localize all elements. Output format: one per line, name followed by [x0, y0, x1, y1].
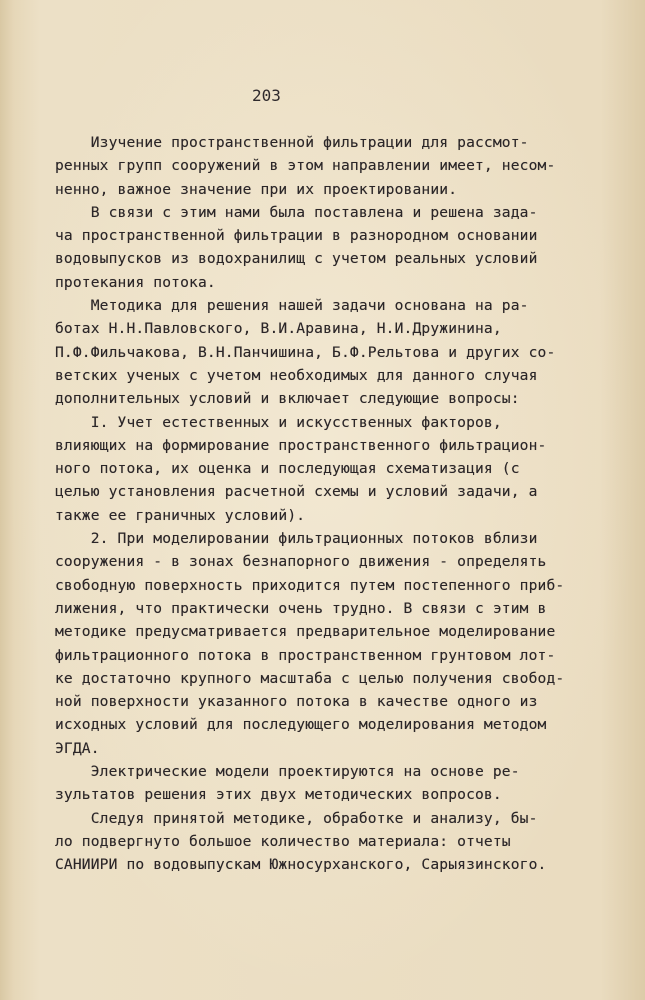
text-line: целью установления расчетной схемы и условий задачи, а — [55, 483, 538, 501]
text-line: САНИИРИ по водовыпускам Южносурханского, Сарыязинского. — [55, 856, 547, 874]
text-line: ной поверхности указанного потока в качестве одного из — [55, 693, 538, 711]
text-line: ветских ученых с учетом необходимых для данного случая — [55, 366, 538, 384]
text-line: дополнительных условий и включает следующие вопросы: — [55, 390, 520, 408]
text-line: I. Учет естественных и искусственных факторов, — [55, 413, 502, 431]
text-line: Изучение пространственной фильтрации для рассмот- — [55, 134, 529, 151]
text-line: методике предусматривается предварительное моделирование — [55, 623, 556, 641]
text-line: ненно, важное значение при их проектировании. — [55, 180, 458, 198]
text-line: Методика для решения нашей задачи основана на ра- — [55, 297, 529, 315]
text-line: ного потока, их оценка и последующая схематизация (с — [55, 460, 520, 478]
text-line: ренных групп сооружений в этом направлении имеет, несом- — [55, 157, 556, 175]
text-line: зультатов решения этих двух методических вопросов. — [55, 786, 502, 804]
body-text — [55, 131, 595, 877]
text-line: свободную поверхность приходится путем постепенного приб- — [55, 576, 565, 594]
text-line: лижения, что практически очень трудно. В связи с этим в — [55, 599, 547, 617]
text-line: сооружения - в зонах безнапорного движения - определять — [55, 553, 547, 571]
text-line: ча пространственной фильтрации в разнородном основании — [55, 227, 538, 245]
text-line: П.Ф.Фильчакова, В.Н.Панчишина, Б.Ф.Рельтова и других со- — [55, 343, 556, 361]
text-line: также ее граничных условий). — [55, 506, 306, 524]
text-line: 2. При моделировании фильтрационных потоков вблизи — [55, 530, 538, 548]
text-line: Электрические модели проектируются на основе ре- — [55, 763, 520, 781]
text-line: протекания потока. — [55, 273, 216, 291]
text-line: водовыпусков из водохранилищ с учетом реальных условий — [55, 250, 538, 268]
text-line: Следуя принятой методике, обработке и анализу, бы- — [55, 809, 538, 827]
text-line: ЭГДА. — [55, 739, 100, 757]
text-line: ло подвергнуто большое количество материала: отчеты — [55, 832, 511, 850]
text-line: ке достаточно крупного масштаба с целью получения свобод- — [55, 669, 565, 687]
page-number: 203 — [252, 86, 281, 105]
text-line: ботах Н.Н.Павловского, В.И.Аравина, Н.И.Дружинина, — [55, 320, 502, 338]
text-line: фильтрационного потока в пространственном грунтовом лот- — [55, 646, 556, 664]
text-line: исходных условий для последующего моделирования методом — [55, 716, 547, 734]
text-line: влияющих на формирование пространственного фильтрацион- — [55, 436, 547, 454]
text-line: В связи с этим нами была поставлена и решена зада- — [55, 203, 538, 221]
